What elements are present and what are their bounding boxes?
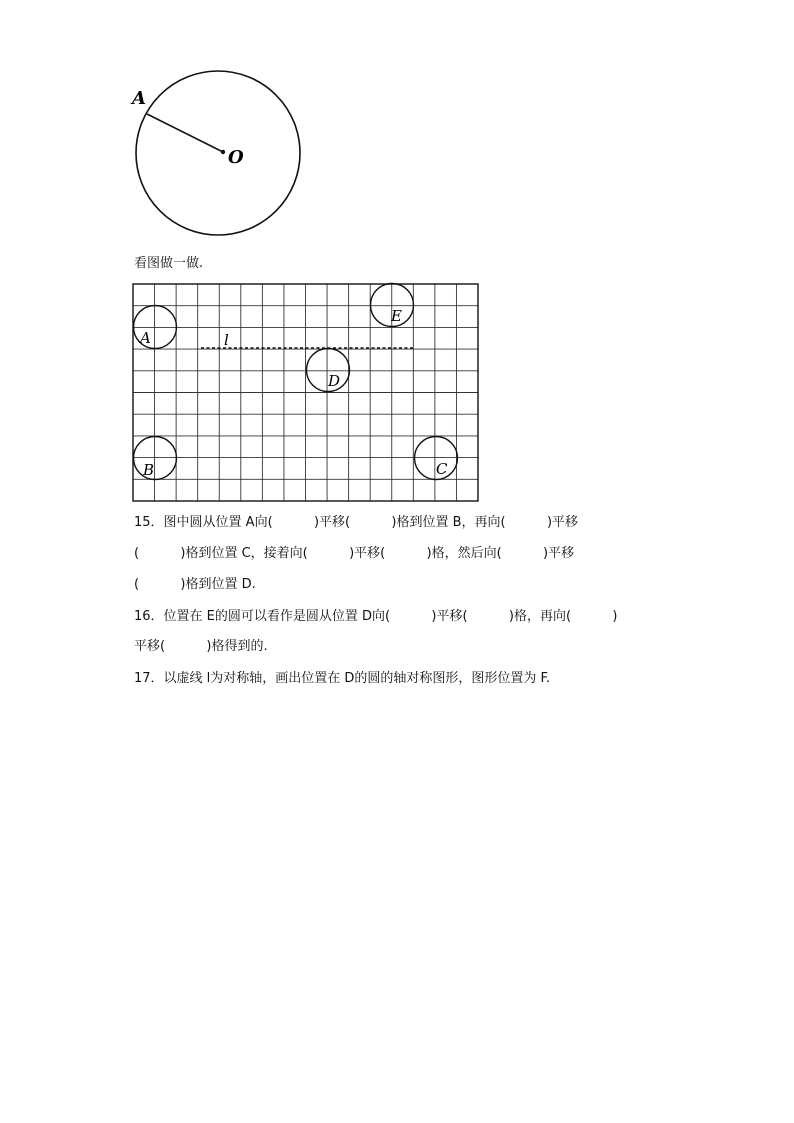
circle-d-label: D <box>328 372 341 390</box>
question-15-line-3: ( )格到位置 D. <box>134 577 256 592</box>
circle-e-label: E <box>391 307 402 325</box>
point-o-label: O <box>228 147 244 168</box>
radius-oa <box>147 114 223 152</box>
question-17: 17．以虚线 l为对称轴，画出位置在 D的圆的轴对称图形，图形位置为 F. <box>134 671 551 686</box>
circle-c-label: C <box>436 460 448 478</box>
circle-outline <box>136 71 300 235</box>
question-15-line-2: ( )格到位置 C，接着向( )平移( )格，然后向( )平移 <box>134 546 575 561</box>
circle-a-label: A <box>140 329 151 347</box>
circle-figure <box>128 66 308 246</box>
question-16-line-2: 平移( )格得到的. <box>134 639 268 654</box>
figure-caption: 看图做一做. <box>134 256 204 271</box>
question-15-line-1: 15．图中圆从位置 A向( )平移( )格到位置 B，再向( )平移 <box>134 515 579 530</box>
grid-figure <box>131 282 481 504</box>
circle-b-label: B <box>143 461 155 479</box>
question-16-line-1: 16．位置在 E的圆可以看作是圆从位置 D向( )平移( )格，再向( ) <box>134 609 618 624</box>
center-dot <box>221 150 225 154</box>
point-a-label: A <box>132 88 146 109</box>
grid-lines <box>133 284 478 501</box>
axis-l-label: l <box>224 331 229 349</box>
